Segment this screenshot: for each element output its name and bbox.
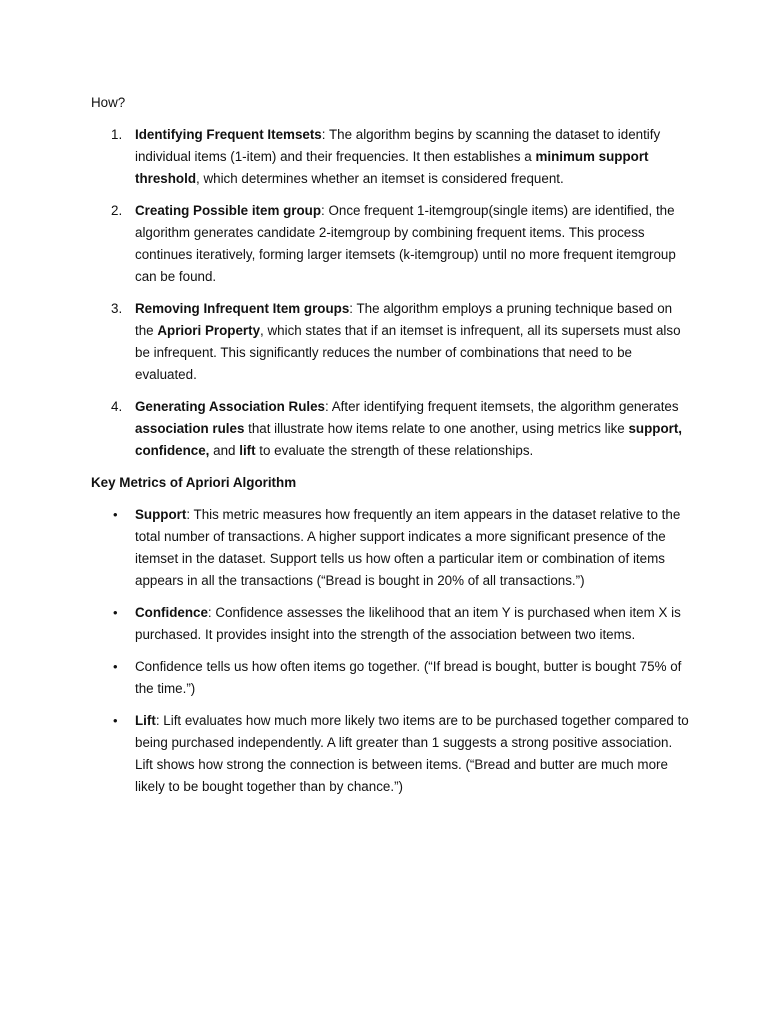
- step-bold-term: association rules: [135, 421, 245, 436]
- step-text: , which states that if an itemset is infrequent, all its supersets must also be infrequent. This significantly reduces the number of combinations that need to be evaluated.: [135, 323, 681, 382]
- metric-text: : This metric measures how frequently an item appears in the dataset relative to the total number of transactions. A higher support indicates a more significant presence of the itemset in the dataset. Support tells us how often a particular item or combination of items appears in all the transactions (“Bread is bought in 20% of all transactions.”): [135, 507, 681, 588]
- step-bold-term: lift: [239, 443, 256, 458]
- document-body: [91, 92, 691, 808]
- metric-title: Confidence: [135, 605, 208, 620]
- step-text: and: [209, 443, 240, 458]
- step-text: : The algorithm begins by scanning the dataset to identify individual items (1-item) and their frequencies. It then establishes a: [135, 127, 661, 164]
- bullet-icon: •: [113, 605, 118, 620]
- step-bold-term: support, confidence,: [135, 421, 683, 458]
- step-item: [91, 396, 691, 462]
- metrics-list: [91, 504, 691, 798]
- step-item: [91, 298, 691, 386]
- metric-title: Lift: [135, 713, 156, 728]
- step-title: Identifying Frequent Itemsets: [135, 127, 322, 142]
- step-title: Generating Association Rules: [135, 399, 325, 414]
- bullet-icon: •: [113, 507, 118, 522]
- step-item: [91, 200, 691, 288]
- heading-how: How?: [91, 95, 126, 110]
- metric-item: [91, 710, 691, 798]
- step-number: 1.: [111, 127, 123, 142]
- step-text: , which determines whether an itemset is considered frequent.: [196, 171, 564, 186]
- step-text: to evaluate the strength of these relationships.: [255, 443, 534, 458]
- metric-text: : Confidence assesses the likelihood that an item Y is purchased when item X is purchased. It provides insight into the strength of the association between two items.: [135, 605, 681, 642]
- step-text: : After identifying frequent itemsets, the algorithm generates: [325, 399, 679, 414]
- heading-key-metrics: Key Metrics of Apriori Algorithm: [91, 475, 297, 490]
- step-bold-term: minimum support threshold: [135, 149, 649, 186]
- step-number: 2.: [111, 203, 123, 218]
- bullet-icon: •: [113, 713, 118, 728]
- metric-title: Support: [135, 507, 187, 522]
- step-text: : The algorithm employs a pruning technique based on the: [135, 301, 673, 338]
- step-number: 3.: [111, 301, 123, 316]
- bullet-icon: •: [113, 659, 118, 674]
- step-item: [91, 124, 691, 190]
- step-text: that illustrate how items relate to one another, using metrics like: [244, 421, 629, 436]
- metric-text: Confidence tells us how often items go together. (“If bread is bought, butter is bought 75% of the time.”): [135, 659, 682, 696]
- step-text: : Once frequent 1-itemgroup(single items) are identified, the algorithm generates candidate 2-itemgroup by combining frequent items. This process continues iteratively, forming larger itemsets (k-itemgroup) until no more frequent itemgroup can be found.: [135, 203, 676, 284]
- steps-list: [91, 124, 691, 462]
- metric-item: [91, 602, 691, 646]
- metric-item: [91, 504, 691, 592]
- step-number: 4.: [111, 399, 123, 414]
- metric-text: : Lift evaluates how much more likely two items are to be purchased together compared to being purchased independently. A lift greater than 1 suggests a strong positive association. Lift shows how strong the connection is between items. (“Bread and butter are much more likely to be bought together than by chance.”): [135, 713, 689, 794]
- step-title: Removing Infrequent Item groups: [135, 301, 350, 316]
- step-bold-term: Apriori Property: [157, 323, 261, 338]
- step-title: Creating Possible item group: [135, 203, 322, 218]
- metric-item: [91, 656, 691, 700]
